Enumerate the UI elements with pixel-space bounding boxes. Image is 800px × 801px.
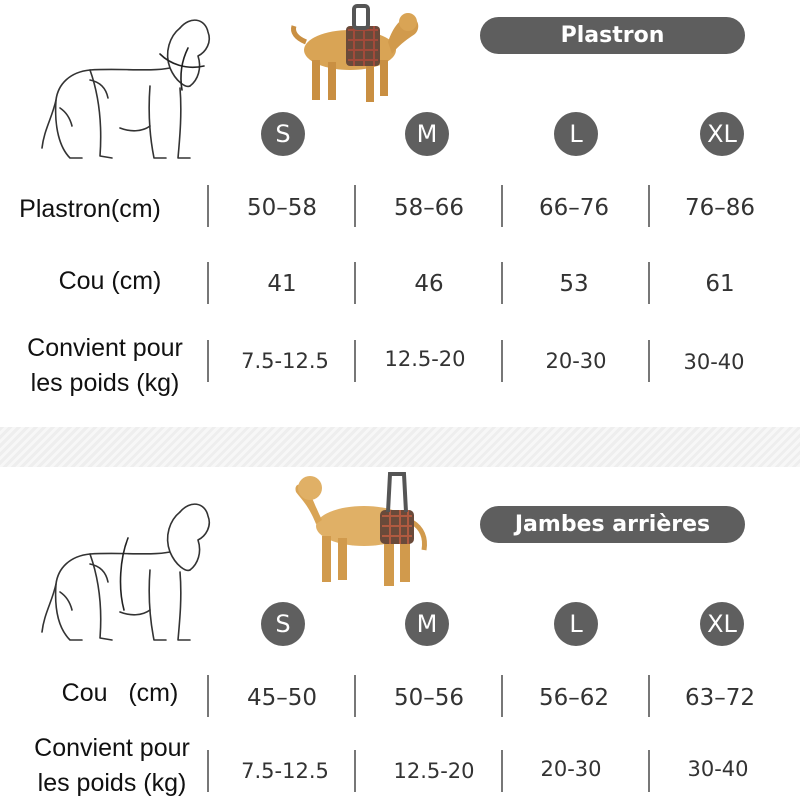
- size-label: XL: [707, 120, 737, 148]
- separator: [207, 675, 209, 717]
- value-cell: 58–66: [393, 195, 465, 221]
- value-cell: 46: [414, 271, 444, 297]
- size-label: S: [275, 610, 291, 638]
- value-cell: 12.5-20: [384, 347, 466, 371]
- value-cell: 56–62: [538, 685, 610, 711]
- row-label-cou: Cou (cm): [58, 267, 162, 295]
- value-cell: 7.5-12.5: [241, 759, 329, 783]
- dog-sketch-harness-icon: [30, 8, 220, 168]
- separator: [354, 675, 356, 717]
- plastron-title: Plastron: [560, 23, 665, 48]
- weight-label-line2: les poids (kg): [37, 769, 187, 797]
- value-cell: 76–86: [684, 195, 756, 221]
- value-cell: 20-30: [545, 349, 607, 373]
- separator: [501, 185, 503, 227]
- size-label: L: [569, 120, 583, 148]
- separator: [207, 750, 209, 792]
- plastron-title-badge: [480, 17, 745, 54]
- value-cell: 20-30: [540, 757, 602, 781]
- separator: [501, 750, 503, 792]
- size-l-badge: [554, 602, 598, 646]
- value-cell: 30-40: [683, 350, 745, 374]
- separator: [648, 185, 650, 227]
- separator: [354, 262, 356, 304]
- size-label: M: [416, 610, 438, 638]
- size-xl-badge: [700, 112, 744, 156]
- row-label-plastron: Plastron(cm): [19, 195, 161, 223]
- size-label: S: [275, 120, 291, 148]
- row-label-weight: [5, 331, 205, 401]
- dog-photo-plastron-harness: [288, 2, 423, 107]
- rear-legs-title: Jambes arrières: [514, 512, 711, 537]
- size-s-badge: [261, 112, 305, 156]
- size-m-badge: [405, 112, 449, 156]
- size-xl-badge: [700, 602, 744, 646]
- value-cell: 41: [267, 271, 297, 297]
- value-cell: 66–76: [538, 195, 610, 221]
- dog-sketch-rear-harness-icon: [30, 498, 220, 648]
- separator: [354, 185, 356, 227]
- separator: [354, 340, 356, 382]
- weight-label-line1: Convient pour: [34, 734, 190, 762]
- value-cell: 61: [705, 271, 735, 297]
- value-cell: 7.5-12.5: [241, 349, 329, 373]
- row-label-cou: Cou (cm): [61, 679, 179, 707]
- size-label: XL: [707, 610, 737, 638]
- value-cell: 63–72: [684, 685, 756, 711]
- value-cell: 30-40: [687, 757, 749, 781]
- size-s-badge: [261, 602, 305, 646]
- value-cell: 53: [559, 271, 589, 297]
- separator: [501, 262, 503, 304]
- separator: [501, 340, 503, 382]
- separator: [354, 750, 356, 792]
- size-label: M: [416, 120, 438, 148]
- weight-label-line2: les poids (kg): [30, 369, 180, 397]
- size-m-badge: [405, 602, 449, 646]
- separator: [501, 675, 503, 717]
- value-cell: 45–50: [246, 685, 318, 711]
- value-cell: 50–56: [393, 685, 465, 711]
- separator: [648, 340, 650, 382]
- row-label-weight: [12, 731, 212, 801]
- value-cell: 50–58: [246, 195, 318, 221]
- separator: [207, 340, 209, 382]
- section-divider: [0, 427, 800, 467]
- separator: [207, 262, 209, 304]
- separator: [207, 185, 209, 227]
- value-cell: 12.5-20: [393, 759, 475, 783]
- separator: [648, 750, 650, 792]
- weight-label-line1: Convient pour: [27, 334, 183, 362]
- separator: [648, 675, 650, 717]
- dog-photo-rear-harness: [292, 468, 432, 596]
- size-l-badge: [554, 112, 598, 156]
- rear-legs-title-badge: [480, 506, 745, 543]
- size-label: L: [569, 610, 583, 638]
- separator: [648, 262, 650, 304]
